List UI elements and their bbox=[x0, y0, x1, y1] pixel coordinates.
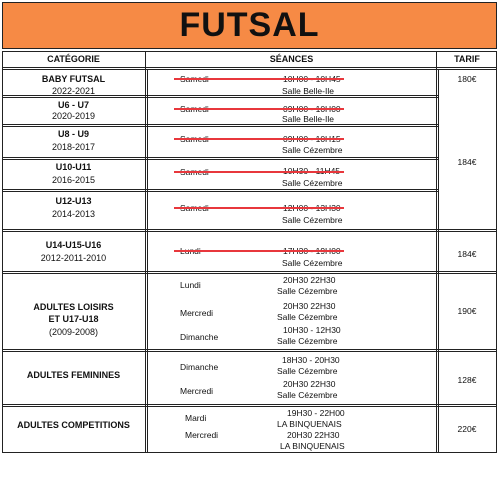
session-place: Salle Cézembre bbox=[282, 258, 343, 268]
category-name-line2: ET U17-U18 bbox=[48, 314, 99, 324]
session-day: Lundi bbox=[180, 280, 201, 290]
price: 190€ bbox=[457, 306, 477, 316]
session-place: Salle Cézembre bbox=[282, 178, 343, 188]
category-years: 2022-2021 bbox=[51, 86, 96, 96]
session-place: Salle Belle-Ile bbox=[282, 114, 334, 124]
session-time: 10H30 - 12H30 bbox=[283, 325, 341, 335]
category-name-line1: ADULTES LOISIRS bbox=[33, 302, 114, 312]
category-name: BABY FUTSAL bbox=[41, 74, 106, 84]
session-day: Dimanche bbox=[180, 362, 219, 372]
session-place: Salle Cézembre bbox=[282, 215, 343, 225]
category-years: 2018-2017 bbox=[51, 142, 96, 152]
price: 128€ bbox=[457, 375, 477, 385]
session-place: Salle Cézembre bbox=[277, 286, 338, 296]
header-seances: SÉANCES bbox=[269, 54, 314, 64]
session-place: Salle Cézembre bbox=[277, 366, 338, 376]
header-tarif: TARIF bbox=[454, 54, 480, 64]
price: 220€ bbox=[457, 424, 477, 434]
category-name: U14-U15-U16 bbox=[45, 240, 102, 250]
category-name: U12-U13 bbox=[55, 196, 92, 206]
strikethrough-line bbox=[174, 78, 344, 80]
category-years: (2009-2008) bbox=[48, 327, 99, 337]
strikethrough-line bbox=[174, 250, 344, 252]
session-time: 20H30 22H30 bbox=[283, 275, 336, 285]
session-place: Salle Cézembre bbox=[277, 336, 338, 346]
session-time: 18H30 - 20H30 bbox=[282, 355, 340, 365]
session-day: Mardi bbox=[185, 413, 207, 423]
category-years: 2014-2013 bbox=[51, 209, 96, 219]
page-title: FUTSAL bbox=[2, 2, 497, 49]
session-place: Salle Cézembre bbox=[282, 145, 343, 155]
session-day: Mercredi bbox=[180, 386, 214, 396]
price: 184€ bbox=[457, 249, 477, 259]
category-name: ADULTES COMPETITIONS bbox=[17, 420, 130, 430]
category-name: ADULTES FEMININES bbox=[26, 370, 121, 380]
session-place: Salle Cézembre bbox=[277, 390, 338, 400]
session-time: 20H30 22H30 bbox=[287, 430, 340, 440]
session-place: LA BINQUENAIS bbox=[280, 441, 345, 451]
category-name: U10-U11 bbox=[55, 162, 92, 172]
strikethrough-line bbox=[174, 207, 344, 209]
session-time: 20H30 22H30 bbox=[283, 379, 336, 389]
price-group-youth: 184€ bbox=[457, 157, 477, 167]
session-day: Mercredi bbox=[185, 430, 219, 440]
session-time: 19H30 - 22H00 bbox=[287, 408, 345, 418]
session-day: Dimanche bbox=[180, 332, 219, 342]
category-years: 2020-2019 bbox=[51, 111, 96, 121]
price: 180€ bbox=[457, 74, 477, 84]
session-time: 20H30 22H30 bbox=[283, 301, 336, 311]
session-place: Salle Belle-Ile bbox=[282, 86, 334, 96]
strikethrough-line bbox=[174, 138, 344, 140]
category-name: U8 - U9 bbox=[57, 129, 89, 139]
category-years: 2012-2011-2010 bbox=[40, 253, 107, 263]
header-categorie: CATÉGORIE bbox=[47, 54, 100, 64]
category-name: U6 - U7 bbox=[57, 100, 89, 110]
strikethrough-line bbox=[174, 171, 344, 173]
session-day: Mercredi bbox=[180, 308, 214, 318]
session-place: Salle Cézembre bbox=[277, 312, 338, 322]
strikethrough-line bbox=[174, 108, 344, 110]
category-years: 2016-2015 bbox=[51, 175, 96, 185]
session-place: LA BINQUENAIS bbox=[277, 419, 342, 429]
